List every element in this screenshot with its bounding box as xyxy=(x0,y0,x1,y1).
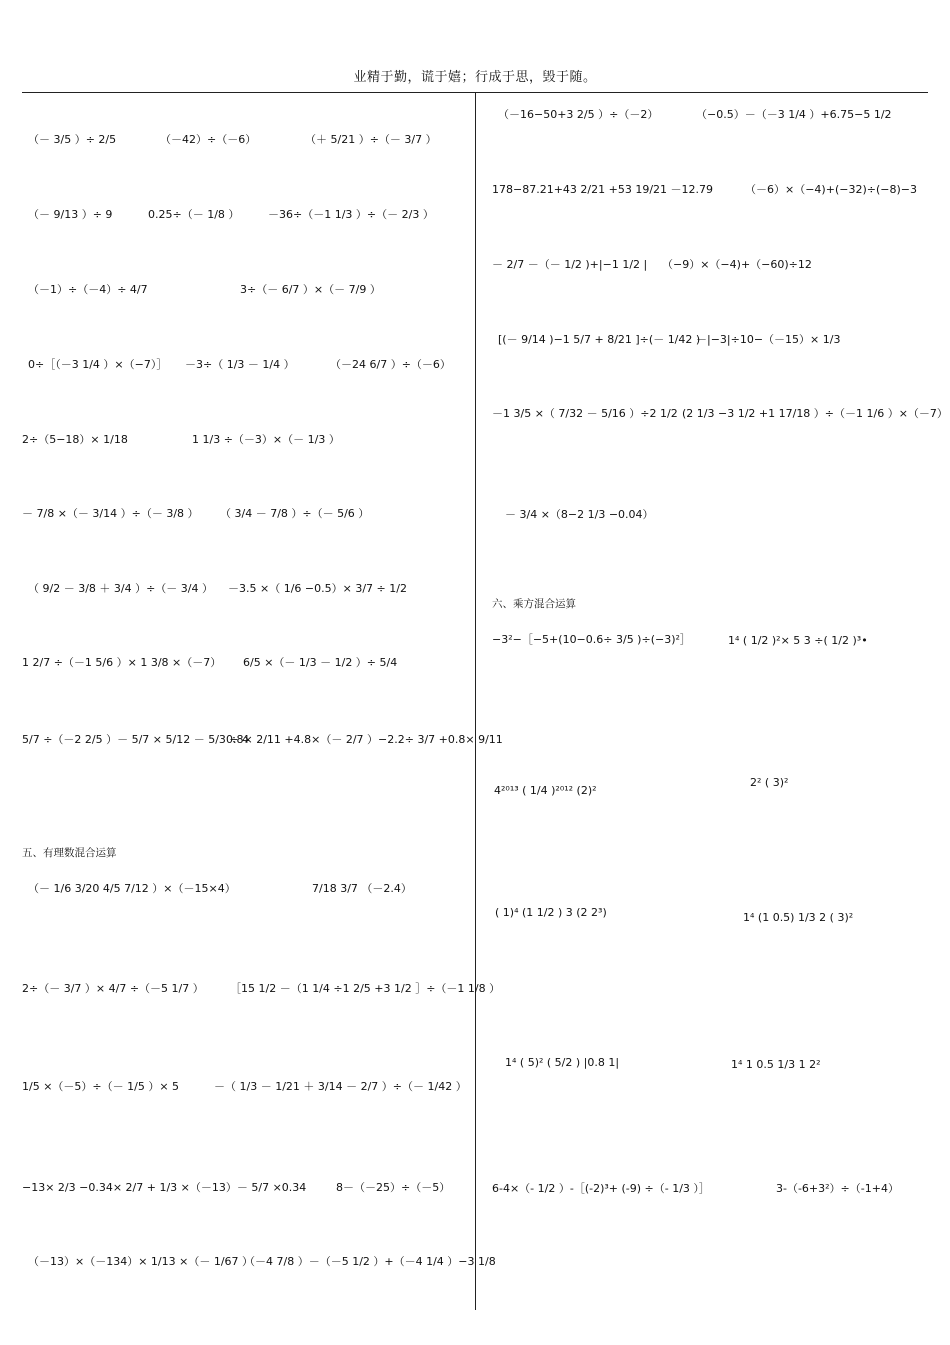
exercise-item: 7/18 3/7 （－2.4） xyxy=(312,882,412,895)
exercise-item: （ 3/4 － 7/8 ）÷（－ 5/6 ） xyxy=(220,507,370,520)
exercise-item: −13× 2/3 −0.34× 2/7 + 1/3 ×（－13）－ 5/7 ×0.34 xyxy=(22,1181,307,1194)
exercise-item: 3÷（－ 6/7 ）×（－ 7/9 ） xyxy=(240,283,381,296)
exercise-item: （－ 1/6 3/20 4/5 7/12 ）×（－15×4） xyxy=(28,882,236,895)
page-motto: 业精于勤，谎于嬉；行成于思，毁于随。 xyxy=(353,70,597,85)
exercise-item: 1 2/7 ÷（－1 5/6 ）× 1 3/8 ×（－7） xyxy=(22,656,222,669)
exercise-item: （－ 9/13 ）÷ 9 xyxy=(28,208,113,221)
section-heading-five: 五、有理数混合运算 xyxy=(22,847,117,859)
exercise-item: －（ 1/3 － 1/21 ＋ 3/14 － 2/7 ）÷（－ 1/42 ） xyxy=(214,1080,467,1093)
exercise-item: 1⁴ 1 0.5 1/3 1 2² xyxy=(731,1058,821,1071)
exercise-item: 1⁴ ( 1/2 )²× 5 3 ÷( 1/2 )³• xyxy=(728,634,868,647)
exercise-item: ( 1)⁴ (1 1/2 ) 3 (2 2³) xyxy=(495,906,607,919)
exercise-item: (2 1/3 −3 1/2 +1 17/18 ）÷（－1 1/6 ）×（－7） xyxy=(682,407,948,420)
exercise-item: （ 9/2 － 3/8 ＋ 3/4 ）÷（－ 3/4 ） xyxy=(28,582,214,595)
exercise-item: 0÷［（－3 1/4 ）×（−7）］ xyxy=(28,358,168,371)
exercise-item: 1/5 ×（－5）÷（－ 1/5 ）× 5 xyxy=(22,1080,180,1093)
exercise-item: 1 1/3 ÷（－3）×（－ 1/3 ） xyxy=(192,433,340,446)
exercise-item: 0.8× 2/11 +4.8×（－ 2/7 ）−2.2÷ 3/7 +0.8× 9/11 xyxy=(226,733,503,746)
exercise-item: （−9）×（−4)+（−60)÷12 xyxy=(662,258,812,271)
exercise-item: 4²⁰¹³ ( 1/4 )²⁰¹² (2)² xyxy=(494,784,597,797)
exercise-item: −3²−［−5+(10−0.6÷ 3/5 )÷(−3)²］ xyxy=(492,633,691,646)
exercise-item: 2² ( 3)² xyxy=(750,776,789,789)
exercise-item: （－24 6/7 ）÷（－6） xyxy=(330,358,451,371)
exercise-item: 2÷（5−18）× 1/18 xyxy=(22,433,128,446)
exercise-item: （＋ 5/21 ）÷（－ 3/7 ） xyxy=(305,133,437,146)
exercise-item: [(－ 9/14 )−1 5/7 + 8/21 ]÷(－ 1/42 ) xyxy=(498,333,701,346)
exercise-item: （－ 3/5 ）÷ 2/5 xyxy=(28,133,117,146)
exercise-item: （−0.5）－（－3 1/4 ）+6.75−5 1/2 xyxy=(696,108,892,121)
exercise-item: 2÷（－ 3/7 ）× 4/7 ÷（－5 1/7 ） xyxy=(22,982,204,995)
exercise-item: － 3/4 ×（8−2 1/3 −0.04） xyxy=(505,508,654,521)
exercise-item: －3÷（ 1/3 － 1/4 ） xyxy=(185,358,295,371)
exercise-item: － 2/7 －（－ 1/2 )+|−1 1/2 | xyxy=(492,258,648,271)
exercise-item: －3.5 ×（ 1/6 −0.5）× 3/7 ÷ 1/2 xyxy=(228,582,407,595)
exercise-item: （－13）×（－134）× 1/13 ×（－ 1/67 ） xyxy=(28,1255,254,1268)
exercise-item: 6/5 ×（－ 1/3 － 1/2 ）÷ 5/4 xyxy=(243,656,398,669)
exercise-item: －1 3/5 ×（ 7/32 － 5/16 ）÷2 1/2 xyxy=(492,407,678,420)
exercise-item: （－4 7/8 ）－（－5 1/2 ）+（－4 1/4 ）−3 1/8 xyxy=(244,1255,496,1268)
exercise-item: 3-（-6+3²）÷（-1+4） xyxy=(776,1182,899,1195)
section-heading-six: 六、乘方混合运算 xyxy=(492,598,576,610)
exercise-item: －|−3|÷10−（－15）× 1/3 xyxy=(696,333,841,346)
exercise-item: － 7/8 ×（－ 3/14 ）÷（－ 3/8 ） xyxy=(22,507,199,520)
exercise-item: 178−87.21+43 2/21 +53 19/21 －12.79 xyxy=(492,183,714,196)
exercise-item: 1⁴ (1 0.5) 1/3 2 ( 3)² xyxy=(743,911,854,924)
exercise-item: 5/7 ÷（－2 2/5 ）－ 5/7 × 5/12 － 5/3 ÷ 4 xyxy=(22,733,250,746)
exercise-item: （－42）÷（－6） xyxy=(160,133,257,146)
column-divider xyxy=(475,92,476,1310)
exercise-item: 1⁴ ( 5)² ( 5/2 ) |0.8 1| xyxy=(505,1056,620,1069)
exercise-item: （－1）÷（－4）÷ 4/7 xyxy=(28,283,148,296)
exercise-item: 0.25÷（－ 1/8 ） xyxy=(148,208,240,221)
exercise-item: （－6）×（−4)+(−32)÷(−8)−3 xyxy=(745,183,917,196)
exercise-item: ［15 1/2 －（1 1/4 ÷1 2/5 +3 1/2 ］÷（－1 1/8 ） xyxy=(230,982,501,995)
exercise-item: 6-4×（- 1/2 ）-［(-2)³+ (-9) ÷（- 1/3 ）］ xyxy=(492,1182,710,1195)
exercise-item: 8－（－25）÷（－5） xyxy=(336,1181,451,1194)
exercise-item: （－16−50+3 2/5 ）÷（－2） xyxy=(498,108,659,121)
exercise-item: －36÷（－1 1/3 ）÷（－ 2/3 ） xyxy=(268,208,434,221)
